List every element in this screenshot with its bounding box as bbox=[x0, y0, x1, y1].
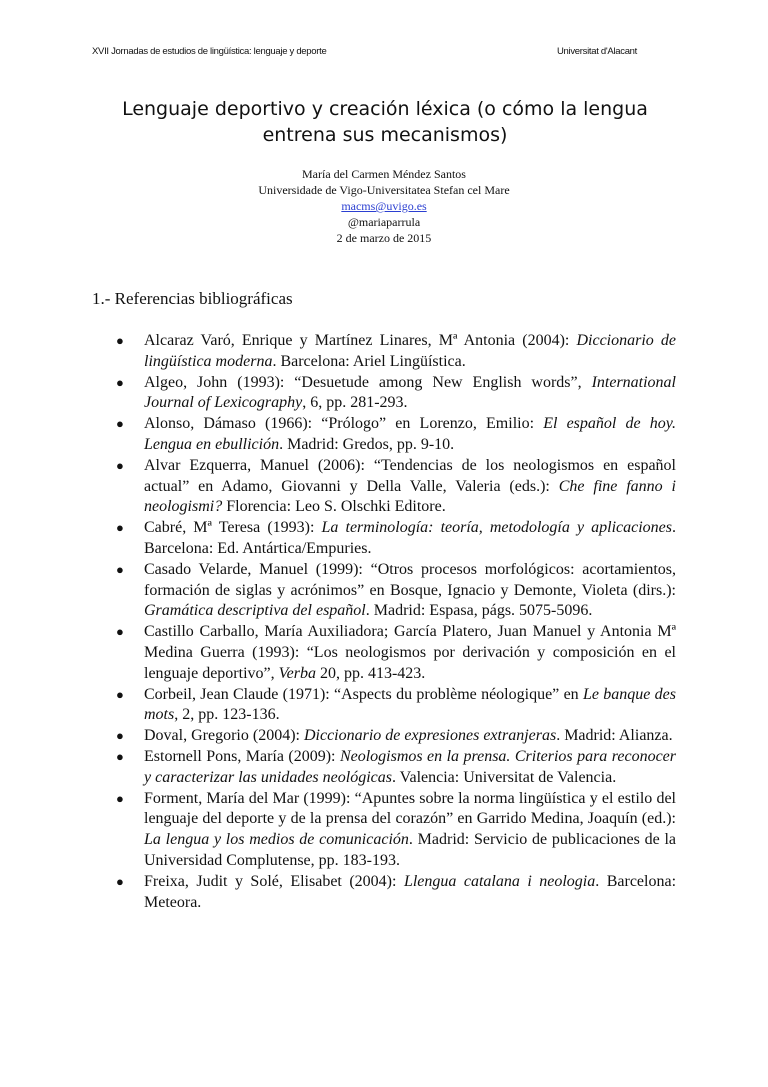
bullet-icon: ● bbox=[116, 790, 124, 806]
author-name: María del Carmen Méndez Santos bbox=[302, 167, 466, 181]
reference-item: ● Estornell Pons, María (2009): Neologismos en la prensa. Criterios para reconocer y caracterizar las unidades neológicas. Valencia: Universitat de Valencia. bbox=[116, 747, 676, 786]
document-date: 2 de marzo de 2015 bbox=[336, 231, 432, 245]
author-block bbox=[184, 166, 584, 246]
reference-item: ● Alonso, Dámaso (1966): “Prólogo” en Lorenzo, Emilio: El español de hoy. Lengua en ebullición. Madrid: Gredos, pp. 9-10. bbox=[116, 415, 676, 453]
author-affiliation: Universidade de Vigo-Universitatea Stefan cel Mare bbox=[258, 183, 510, 197]
author-twitter: @mariaparrula bbox=[347, 215, 421, 229]
reference-item: ● Freixa, Judit y Solé, Elisabet (2004): Llengua catalana i neologia. Barcelona: Meteora. bbox=[116, 872, 677, 911]
reference-item: ● Forment, María del Mar (1999): “Apuntes sobre la norma lingüística y el estilo del lenguaje del deporte y de la prensa del corazón” en Garrido Medina, Joaquín (ed.): La lengua y los medios de comunicación. Madrid: Servicio de publicaciones de la Universidad Complutense, pp. 183-193. bbox=[116, 789, 676, 869]
bullet-icon: ● bbox=[116, 457, 124, 473]
bullet-icon: ● bbox=[116, 748, 124, 764]
reference-item: ● Castillo Carballo, María Auxiliadora; García Platero, Juan Manuel y Antonia Mª Medina Guerra (1993): “Los neologismos por derivación y composición en el lenguaje deportivo”, Verba 20, pp. 413-423. bbox=[116, 623, 676, 682]
reference-item: ● Doval, Gregorio (2004): Diccionario de expresiones extranjeras. Madrid: Alianza. bbox=[92, 726, 676, 747]
bullet-icon: ● bbox=[116, 728, 124, 744]
bullet-icon: ● bbox=[116, 624, 124, 640]
running-header-left: XVII Jornadas de estudios de lingüística: lenguaje y deporte bbox=[92, 46, 327, 57]
reference-item: ● Alcaraz Varó, Enrique y Martínez Linares, Mª Antonia (2004): Diccionario de lingüística moderna. Barcelona: Ariel Lingüística. bbox=[116, 332, 677, 370]
bullet-icon: ● bbox=[116, 520, 124, 536]
bullet-icon: ● bbox=[116, 561, 124, 577]
document-title: Lenguaje deportivo y creación léxica (o cómo la lengua entrena sus mecanismos) bbox=[122, 98, 648, 146]
running-header-right: Universitat d'Alacant bbox=[557, 46, 637, 57]
reference-item: ● Algeo, John (1993): “Desuetude among New English words”, International Journal of Lexicography, 6, pp. 281-293. bbox=[116, 373, 676, 412]
reference-item: ● Alvar Ezquerra, Manuel (2006): “Tendencias de los neologismos en español actual” en Adamo, Giovanni y Della Valle, Valeria (eds.): Che fine fanno i neologismi? Florencia: Leo S. Olschki Editore. bbox=[116, 456, 676, 516]
section-heading: 1.- Referencias bibliográficas bbox=[92, 289, 293, 308]
bullet-icon: ● bbox=[116, 873, 124, 889]
reference-item: ● Corbeil, Jean Claude (1971): “Aspects du problème néologique” en Le banque des mots, 2, pp. 123-136. bbox=[116, 685, 676, 724]
author-email-link[interactable]: macms@uvigo.es bbox=[341, 199, 427, 213]
bullet-icon: ● bbox=[116, 686, 124, 702]
reference-item: ● Casado Velarde, Manuel (1999): “Otros procesos morfológicos: acortamientos, formación de siglas y acrónimos” en Bosque, Ignacio y Demonte, Violeta (dirs.): Gramática descriptiva del español. Madrid: Espasa, págs. 5075-5096. bbox=[116, 560, 676, 620]
bullet-icon: ● bbox=[116, 333, 124, 348]
reference-item: ● Cabré, Mª Teresa (1993): La terminología: teoría, metodología y aplicaciones. Barcelona: Ed. Antártica/Empuries. bbox=[116, 519, 677, 557]
bullet-icon: ● bbox=[116, 374, 124, 390]
bullet-icon: ● bbox=[116, 416, 124, 432]
reference-list bbox=[92, 331, 676, 913]
